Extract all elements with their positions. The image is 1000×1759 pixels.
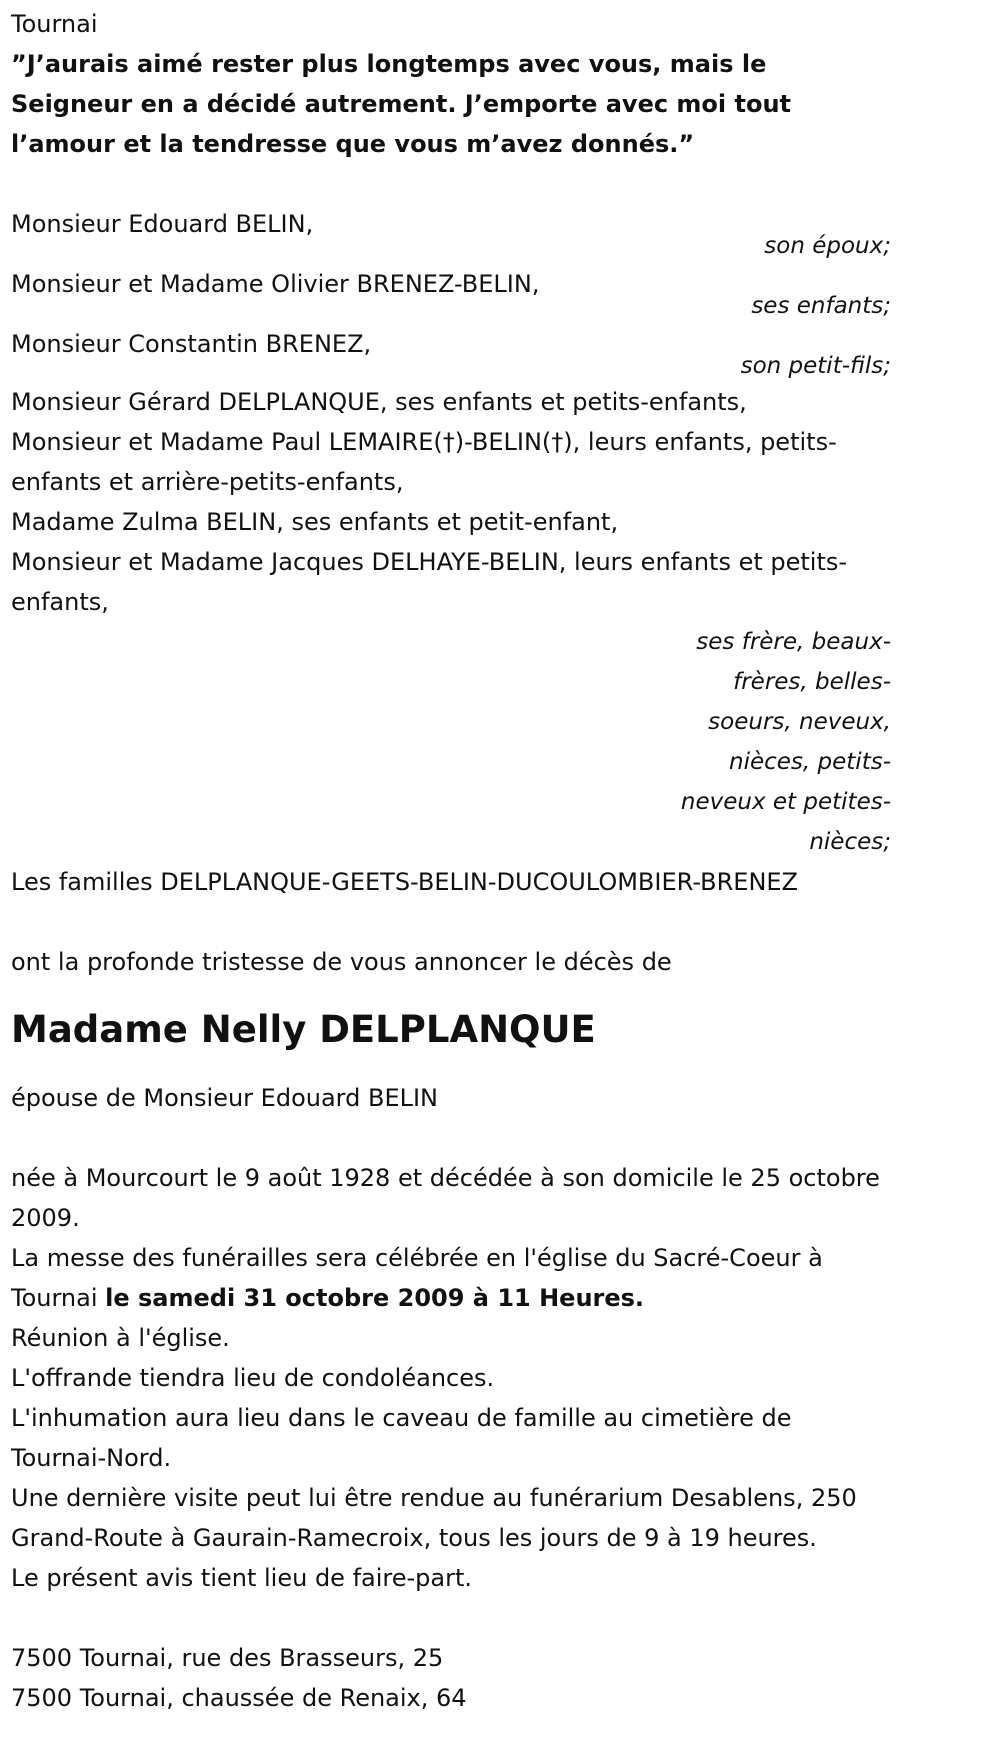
- city-heading: Tournai: [11, 10, 98, 38]
- quote-text: ”J’aurais aimé rester plus longtemps avec vous, mais le Seigneur en a décidé autrement. J’emporte avec moi tout l’amour et la tendresse que vous m’avez donnés.”: [11, 50, 792, 158]
- family-list: [11, 204, 891, 384]
- family-member-relation: son petit-fils;: [740, 353, 891, 379]
- families-line: Les familles DELPLANQUE-GEETS-BELIN-DUCOULOMBIER-BRENEZ: [11, 868, 798, 896]
- detail-line: Réunion à l'église.: [11, 1324, 230, 1352]
- address-line: 7500 Tournai, rue des Brasseurs, 25: [11, 1644, 444, 1672]
- mass-line: [11, 1238, 891, 1318]
- relatives-list: [11, 382, 891, 862]
- family-member-relation: son époux;: [764, 233, 891, 259]
- mass-date: le samedi 31 octobre 2009 à 11 Heures.: [105, 1284, 645, 1312]
- detail-line: Le présent avis tient lieu de faire-part.: [11, 1564, 473, 1592]
- detail-line: L'inhumation aura lieu dans le caveau de famille au cimetière de Tournai-Nord.: [11, 1404, 792, 1472]
- detail-line: L'offrande tiendra lieu de condoléances.: [11, 1364, 495, 1392]
- detail-line: Une dernière visite peut lui être rendue au funérarium Desablens, 250 Grand-Route à Gaurain-Ramecroix, tous les jours de 9 à 19 heures.: [11, 1484, 857, 1552]
- mass-text: La messe des funérailles sera célébrée en l'église du Sacré-Coeur à Tournai: [11, 1244, 823, 1312]
- spouse-line: épouse de Monsieur Edouard BELIN: [11, 1084, 439, 1112]
- birth-death-line: née à Mourcourt le 9 août 1928 et décédée à son domicile le 25 octobre 2009.: [11, 1164, 880, 1232]
- address-line: 7500 Tournai, chaussée de Renaix, 64: [11, 1684, 467, 1712]
- relative-line: Madame Zulma BELIN, ses enfants et petit-enfant,: [11, 508, 619, 536]
- relatives-relation: ses frère, beaux-frères, belles-soeurs, neveux, nièces, petits-neveux et petites-nièces;: [680, 629, 891, 855]
- family-member-name: Monsieur et Madame Olivier BRENEZ-BELIN,: [11, 270, 540, 298]
- relative-line: Monsieur Gérard DELPLANQUE, ses enfants et petits-enfants,: [11, 388, 747, 416]
- relative-line: Monsieur et Madame Paul LEMAIRE(†)-BELIN(†), leurs enfants, petits-enfants et arrière-petits-enfants,: [11, 428, 837, 496]
- relative-line: Monsieur et Madame Jacques DELHAYE-BELIN, leurs enfants et petits-enfants,: [11, 548, 848, 616]
- announcement-text: ont la profonde tristesse de vous annoncer le décès de: [11, 948, 672, 976]
- family-member-relation: ses enfants;: [751, 293, 891, 319]
- deceased-name: Madame Nelly DELPLANQUE: [11, 1008, 596, 1051]
- family-member-name: Monsieur Edouard BELIN,: [11, 210, 314, 238]
- family-member-name: Monsieur Constantin BRENEZ,: [11, 330, 372, 358]
